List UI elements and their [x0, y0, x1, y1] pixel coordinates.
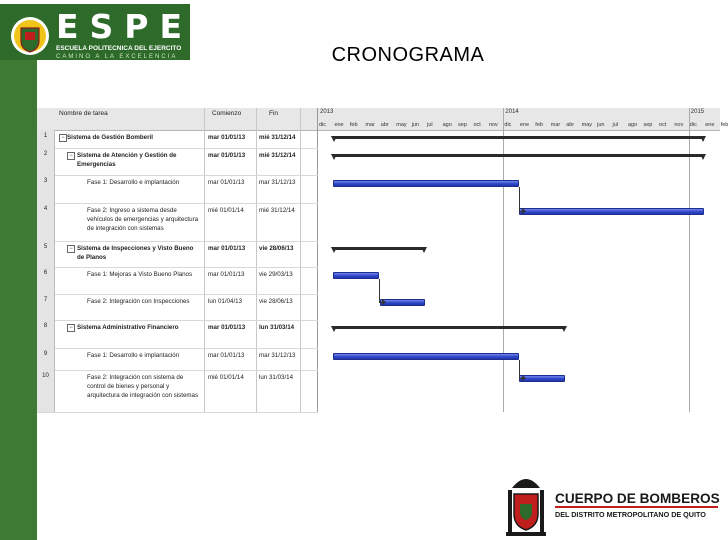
table-row[interactable]: [37, 148, 318, 176]
timescale-year: 2014: [505, 109, 519, 115]
task-end: lun 31/03/14: [259, 374, 294, 381]
row-number: 1: [37, 130, 55, 148]
column-header-start[interactable]: Comienzo: [212, 110, 242, 117]
dependency-arrow: [379, 279, 383, 303]
espe-brand: ESPE: [56, 7, 194, 46]
task-end: mié 31/12/14: [259, 134, 296, 141]
task-name: Sistema de Atención y Gestión de Emergencias: [77, 152, 177, 169]
timescale-month: feb: [349, 122, 358, 128]
timescale-month: mar: [365, 122, 375, 128]
table-row[interactable]: [37, 370, 318, 413]
timescale-month: dic: [504, 122, 512, 128]
task-end: vie 28/06/13: [259, 298, 293, 305]
task-start: mar 01/01/13: [208, 152, 246, 159]
timescale-month: jul: [427, 122, 433, 128]
task-end: mié 31/12/14: [259, 152, 296, 159]
bomberos-subtitle: DEL DISTRITO METROPOLITANO DE QUITO: [555, 510, 706, 519]
table-row[interactable]: [37, 267, 318, 295]
row-number: 6: [37, 267, 55, 294]
timescale-month: mar: [550, 122, 561, 128]
task-name: Fase 1: Desarrollo e implantación: [87, 352, 180, 359]
task-end: mié 31/12/14: [259, 207, 295, 214]
timescale-month: nov: [674, 122, 684, 128]
task-name: Fase 1: Mejoras a Visto Bueno Planos: [87, 271, 193, 278]
task-start: mar 01/01/13: [208, 324, 246, 331]
row-number: 10: [37, 370, 55, 412]
summary-bar[interactable]: [333, 247, 425, 250]
collapse-toggle-icon[interactable]: −: [67, 245, 75, 253]
timescale-year: 2013: [320, 109, 334, 115]
row-number: 2: [37, 148, 55, 175]
column-header-name[interactable]: Nombre de tarea: [59, 110, 108, 117]
table-row[interactable]: [37, 175, 318, 204]
table-row[interactable]: [37, 130, 318, 149]
timescale-month: dic: [689, 122, 697, 128]
task-end: mar 31/12/13: [259, 352, 296, 359]
bomberos-title: CUERPO DE BOMBEROS: [555, 491, 720, 506]
bomberos-divider: [555, 506, 718, 508]
timescale-month: may: [581, 122, 593, 128]
timescale-month: sep: [458, 122, 467, 128]
summary-bar[interactable]: [333, 154, 704, 157]
task-bar[interactable]: [333, 353, 518, 360]
table-row[interactable]: [37, 241, 318, 268]
timescale-month: dic: [319, 122, 327, 128]
timescale-month: ago: [628, 122, 638, 128]
timescale-month: jul: [612, 122, 619, 128]
collapse-toggle-icon[interactable]: −: [67, 152, 75, 160]
summary-bar[interactable]: [333, 326, 565, 329]
task-start: mié 01/01/14: [208, 374, 244, 381]
dependency-arrow: [519, 187, 523, 212]
row-number: 8: [37, 320, 55, 348]
task-start: mar 01/01/13: [208, 179, 245, 186]
timescale-month: feb: [535, 122, 543, 128]
timescale-month: oct: [658, 122, 667, 128]
gantt-chart: [37, 108, 728, 412]
collapse-toggle-icon[interactable]: −: [67, 324, 75, 332]
espe-slogan: CAMINO A LA EXCELENCIA: [56, 54, 178, 60]
dependency-arrow: [519, 360, 523, 379]
timescale-month: ene: [334, 122, 344, 128]
left-green-stripe: [0, 60, 37, 540]
task-end: mar 31/12/13: [259, 179, 296, 186]
task-name: Fase 2: Integración con sistema de control de bienes y personal y arquitectura de integración con sistemas: [87, 374, 199, 400]
row-number: 9: [37, 348, 55, 370]
timescale-month: nov: [488, 122, 498, 128]
summary-bar[interactable]: [333, 136, 704, 139]
page-title: CRONOGRAMA: [331, 44, 485, 66]
timescale-month: ene: [519, 122, 530, 128]
timescale-year: 2015: [690, 109, 705, 115]
timescale-month: abr: [566, 122, 575, 128]
task-bar[interactable]: [333, 180, 518, 187]
timescale-month: abr: [380, 122, 389, 128]
task-end: vie 29/03/13: [259, 271, 293, 278]
timescale-month: feb: [720, 122, 728, 128]
bomberos-emblem-icon: [502, 468, 550, 538]
table-row[interactable]: [37, 320, 318, 349]
task-bar[interactable]: [333, 272, 378, 279]
task-start: mar 01/01/13: [208, 134, 246, 141]
row-number: 3: [37, 175, 55, 203]
table-row[interactable]: [37, 294, 318, 321]
task-name: Fase 1: Desarrollo e implantación: [87, 179, 180, 186]
task-start: mar 01/01/13: [208, 245, 246, 252]
timescale-month: ago: [442, 122, 452, 128]
row-number: 7: [37, 294, 55, 320]
task-bar[interactable]: [519, 208, 704, 215]
task-name: Sistema de Inspecciones y Visto Bueno de Planos: [77, 245, 194, 262]
row-number: 5: [37, 241, 55, 267]
task-end: lun 31/03/14: [259, 324, 295, 331]
timescale-month: jun: [597, 122, 605, 128]
table-row[interactable]: [37, 348, 318, 371]
espe-logo: [0, 4, 194, 60]
task-start: mar 01/01/13: [208, 271, 245, 278]
task-start: mar 01/01/13: [208, 352, 245, 359]
gantt-timeline: [318, 108, 728, 412]
task-start: mié 01/01/14: [208, 207, 244, 214]
table-header: [37, 108, 318, 131]
task-name: Sistema Administrativo Financiero: [77, 324, 179, 331]
timescale-month: sep: [643, 122, 653, 128]
timescale-month: jun: [411, 122, 420, 128]
task-name: Fase 2: Ingreso a sistema desde vehículos de emergencias y arquitectura de integración con sistemas: [87, 207, 199, 233]
column-header-end[interactable]: Fin: [269, 110, 279, 117]
timescale-month: ene: [705, 122, 715, 128]
task-end: vie 28/06/13: [259, 245, 294, 252]
timescale-month: may: [396, 122, 407, 128]
task-bar[interactable]: [380, 299, 425, 306]
task-start: lun 01/04/13: [208, 298, 243, 305]
collapse-toggle-icon[interactable]: −: [59, 134, 67, 142]
task-name: Fase 2: Integración con Inspecciones: [87, 298, 190, 305]
espe-institution: ESCUELA POLITECNICA DEL EJERCITO: [56, 45, 182, 52]
table-row[interactable]: [37, 203, 318, 242]
task-name: Sistema de Gestión Bomberil: [67, 134, 153, 141]
row-number: 4: [37, 203, 55, 241]
espe-seal-icon: [10, 12, 50, 60]
timescale-month: oct: [473, 122, 481, 128]
